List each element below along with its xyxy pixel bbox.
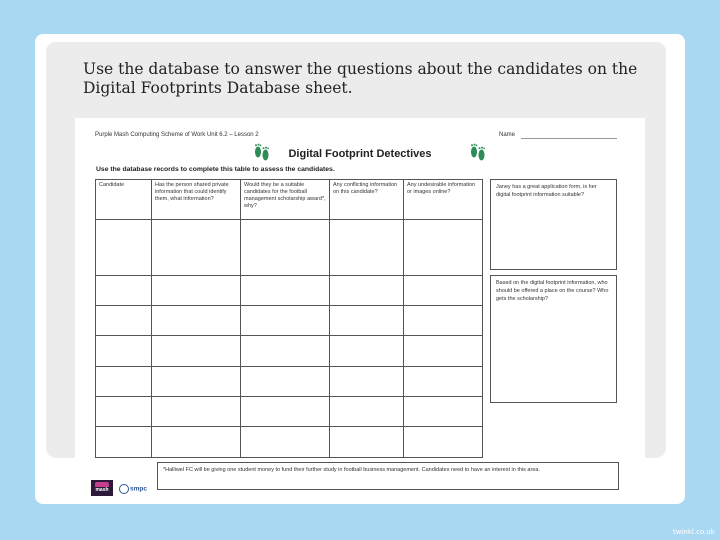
table-row (96, 336, 483, 367)
table-row (96, 306, 483, 336)
table-cell[interactable] (96, 306, 152, 336)
table-cell[interactable] (96, 367, 152, 397)
table-row (96, 427, 483, 458)
table-cell[interactable] (241, 397, 330, 427)
table-cell[interactable] (152, 306, 241, 336)
column-header: Has the person shared private information that could identify them, what information? (152, 180, 241, 220)
table-cell[interactable] (404, 367, 483, 397)
table-row (96, 367, 483, 397)
table-cell[interactable] (330, 397, 404, 427)
question-box-janey[interactable] (490, 179, 617, 270)
column-header: Any conflicting information on this candidate? (330, 180, 404, 220)
table-cell[interactable] (96, 276, 152, 306)
table-cell[interactable] (404, 220, 483, 276)
table-cell[interactable] (330, 276, 404, 306)
name-line (521, 138, 617, 139)
name-label: Name (499, 132, 516, 138)
worksheet-image (75, 118, 645, 503)
table-cell[interactable] (241, 276, 330, 306)
table-cell[interactable] (241, 367, 330, 397)
table-cell[interactable] (96, 336, 152, 367)
table-cell[interactable] (404, 427, 483, 458)
table-cell[interactable] (404, 397, 483, 427)
table-cell[interactable] (330, 220, 404, 276)
table-cell[interactable] (152, 397, 241, 427)
table-cell[interactable] (330, 336, 404, 367)
instruction-text: Use the database to answer the questions about the candidates on the Digital Footprints Database sheet. (83, 60, 638, 97)
table-cell[interactable] (241, 336, 330, 367)
column-header: Any undesirable information or images online? (404, 180, 483, 220)
table-cell[interactable] (96, 397, 152, 427)
footnote-box (157, 462, 619, 490)
table-cell[interactable] (330, 367, 404, 397)
question-text: Based on the digital footprint information, who should be offered a place on the course? Who gets the scholarship? (496, 280, 609, 302)
purple-mash-logo: mash (91, 480, 113, 496)
question-text: Janey has a great application form, is her digital footprint information suitable? (496, 184, 597, 198)
table-cell[interactable] (404, 276, 483, 306)
table-cell[interactable] (241, 220, 330, 276)
table-cell[interactable] (241, 427, 330, 458)
table-cell[interactable] (152, 367, 241, 397)
twinkl-watermark: twinkl.co.uk (673, 528, 715, 536)
footnote-text: *Halliwel FC will be giving one student money to fund their further study in football business management. Candidates need to have an interest in this area. (163, 467, 540, 473)
smpc-logo (119, 484, 147, 494)
table-header-row (96, 180, 483, 220)
table-row (96, 397, 483, 427)
table-row (96, 220, 483, 276)
question-box-scholarship[interactable] (490, 275, 617, 403)
column-header: Candidate (96, 180, 152, 220)
table-cell[interactable] (404, 336, 483, 367)
smpc-logo-icon (119, 484, 129, 494)
table-cell[interactable] (96, 220, 152, 276)
worksheet-subtitle: Use the database records to complete this table to assess the candidates. (96, 166, 335, 173)
table-cell[interactable] (330, 427, 404, 458)
table-cell[interactable] (330, 306, 404, 336)
table-cell[interactable] (152, 427, 241, 458)
assessment-table (95, 179, 483, 458)
worksheet-title: Digital Footprint Detectives (288, 148, 432, 160)
table-cell[interactable] (152, 220, 241, 276)
table-cell[interactable] (404, 306, 483, 336)
smpc-logo-text: smpc (130, 485, 147, 493)
table-cell[interactable] (152, 276, 241, 306)
table-cell[interactable] (241, 306, 330, 336)
table-row (96, 276, 483, 306)
footprint-icon (469, 143, 487, 163)
column-header: Would they be a suitable candidates for the football management scholarship award*, why? (241, 180, 330, 220)
worksheet-header: Purple Mash Computing Scheme of Work Unit 6.2 – Lesson 2 (95, 132, 259, 138)
table-cell[interactable] (96, 427, 152, 458)
table-cell[interactable] (152, 336, 241, 367)
